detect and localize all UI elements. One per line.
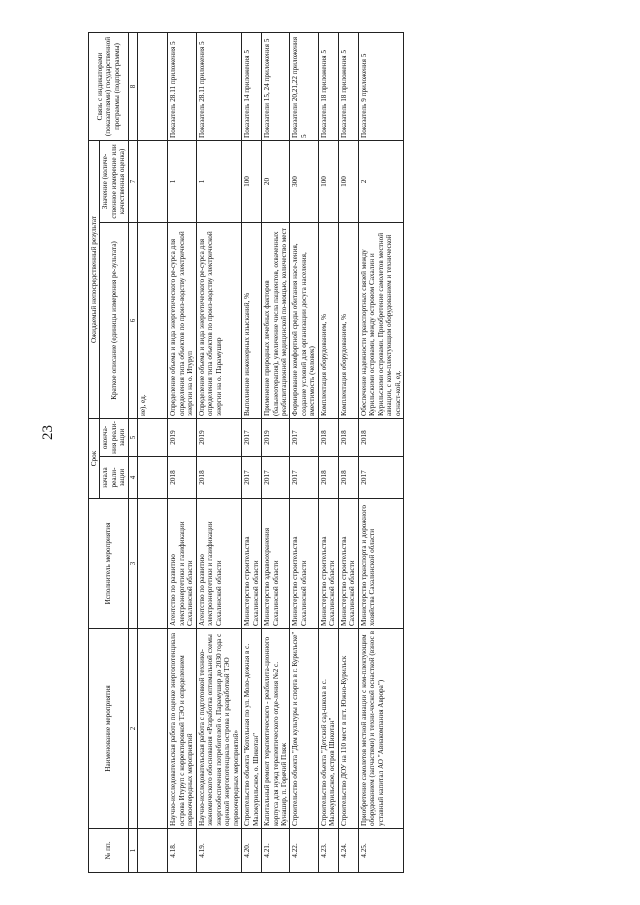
page-number: 23 xyxy=(40,425,56,440)
header-name: Наименование мероприятия xyxy=(89,629,129,829)
result-value: 100 xyxy=(242,140,262,222)
index-cell: 8 xyxy=(128,32,137,140)
index-cell: 3 xyxy=(128,499,137,629)
table-row xyxy=(318,32,338,872)
executor: Министерство здравоохранения Сахалинской области xyxy=(262,499,290,629)
activity-name: Строительство объекта "Детский сад-школа в с. Малокурильское, остров Шикотан" xyxy=(318,629,338,829)
result-description: Обеспечение надежности транспортных связей между Курильскими островами, между островом Сахалин и Курильскими островами. Приобретение самолетов местной авиации, с ком-плектующим оборудованием и технической оснаст-кой, ед. xyxy=(358,222,403,418)
result-description: Определение объема и вида энергетического ре-сурса для определения типа объектов по произ-водству электрической энергии на о. Парамушир xyxy=(196,222,241,418)
activity-name: Приобретение самолетов местной авиации с ком-плектующим оборудованием (запчастями) и техни-ческой оснасткой (взнос в уставный капитал АО "Авиакомпания Аврора") xyxy=(358,629,403,829)
header-value: Значение (количе-ственное измерение или качественная оценка) xyxy=(100,140,128,222)
activity-name: Строительство объекта "Дом культуры и спорта в г. Курильске" xyxy=(290,629,318,829)
executor: Министерство строительства Сахалинской области xyxy=(338,499,358,629)
header-start: начала реали-зации xyxy=(100,457,128,499)
activity-name: Капитальный ремонт терапевтического - реабилита-ционного корпуса для нужд терапевтического отде-ления №2 с. Кунашир, п. Горячий Пляж xyxy=(262,629,290,829)
start-year: 2017 xyxy=(262,457,290,499)
index-cell: 2 xyxy=(128,629,137,829)
end-year: 2018 xyxy=(338,418,358,456)
continuation-row xyxy=(138,32,168,872)
table-row xyxy=(168,32,196,872)
continuation-text: ие), ед. xyxy=(138,222,168,418)
start-year: 2018 xyxy=(196,457,241,499)
executor: Министерство транспорта и дорожного хозяйства Сахалинской области xyxy=(358,499,403,629)
executor: Агентство по развитию электроэнергетики и газификации Сахалинской области xyxy=(196,499,241,629)
row-number: 4.22. xyxy=(290,829,318,873)
header-link: Связь с индикаторами (показателями) государственной программы (подпрограммы) xyxy=(89,32,129,140)
table-row xyxy=(262,32,290,872)
executor: Министерство строительства Сахалинской области xyxy=(242,499,262,629)
result-value: 100 xyxy=(338,140,358,222)
result-value: 1 xyxy=(196,140,241,222)
indicator-link: Показатели 15, 24 приложения 5 xyxy=(262,32,290,140)
end-year: 2018 xyxy=(318,418,338,456)
header-expected: Ожидаемый непосредственный результат xyxy=(89,140,100,418)
row-number: 4.18. xyxy=(168,829,196,873)
row-number: 4.25. xyxy=(358,829,403,873)
table-row xyxy=(338,32,358,872)
row-number: 4.20. xyxy=(242,829,262,873)
start-year: 2017 xyxy=(290,457,318,499)
result-value: 1 xyxy=(168,140,196,222)
indicator-link: Показатель 28.11 приложения 5 xyxy=(168,32,196,140)
indicator-link: Показатель 14 приложения 5 xyxy=(242,32,262,140)
header-no: № пп. xyxy=(89,829,129,873)
activity-name: Научно-исследовательская работа по оценке энергопотенциала острова Итуруп с корректировкой ТЭО и определением первоочередных мероприятий xyxy=(168,629,196,829)
indicator-link: Показатель 9 приложения 5 xyxy=(358,32,403,140)
activities-table xyxy=(88,32,404,873)
end-year: 2019 xyxy=(262,418,290,456)
index-cell: 7 xyxy=(128,140,137,222)
result-description: Комплектация оборудованием, % xyxy=(338,222,358,418)
activity-name: Научно-исследовательская работа с подготовкой технико-экономического обоснования «Разработка оптимальной схемы энергообеспечения потребителей о. Парамушир до 2030 года с оценкой энергопотенциала острова и разработкой ТЭО первоочередных мероприятий» xyxy=(196,629,241,829)
activity-name: Строительство ДОУ на 110 мест в пгт. Южно-Курильск xyxy=(338,629,358,829)
index-cell: 1 xyxy=(128,829,137,873)
row-number: 4.19. xyxy=(196,829,241,873)
end-year: 2019 xyxy=(168,418,196,456)
end-year: 2018 xyxy=(358,418,403,456)
executor: Министерство строительства Сахалинской области xyxy=(318,499,338,629)
indicator-link: Показатель 28.11 приложения 5 xyxy=(196,32,241,140)
executor: Агентство по развитию электроэнергетики и газификации Сахалинской области xyxy=(168,499,196,629)
start-year: 2018 xyxy=(318,457,338,499)
start-year: 2018 xyxy=(338,457,358,499)
end-year: 2017 xyxy=(242,418,262,456)
indicator-link: Показатель 18 приложения 5 xyxy=(338,32,358,140)
result-description: Формирование комфортной среды обитания насе-ления, создание условий для организации досуга населения, вместимость (человек) xyxy=(290,222,318,418)
start-year: 2017 xyxy=(242,457,262,499)
result-description: Определение объема и вида энергетического ре-сурса для определения типа объектов по произ-водству электрической энергии на о. Итуруп xyxy=(168,222,196,418)
header-term: Срок xyxy=(89,418,100,498)
header-brief: Краткое описание (единицы измерения ре-зультата) xyxy=(100,222,128,418)
header-executor: Исполнитель мероприятия xyxy=(89,499,129,629)
row-number: 4.24. xyxy=(338,829,358,873)
start-year: 2017 xyxy=(358,457,403,499)
result-value: 20 xyxy=(262,140,290,222)
start-year: 2018 xyxy=(168,457,196,499)
activity-name: Строительство объекта "Котельная по ул. Моло-дежная в с. Малокурильское, о. Шикотан" xyxy=(242,629,262,829)
table-row xyxy=(242,32,262,872)
index-cell: 4 xyxy=(128,457,137,499)
result-value: 2 xyxy=(358,140,403,222)
rotated-table-wrapper xyxy=(88,33,404,873)
result-description: Комплектация оборудованием, % xyxy=(318,222,338,418)
result-description: Применение природных лечебных факторов (бальнеотерапия), увеличение числа пациентов, охваченных реабилитационной медицинской по-мощью, количество мест xyxy=(262,222,290,418)
index-cell: 5 xyxy=(128,418,137,456)
column-index-row xyxy=(128,32,137,872)
result-description: Выполнение инженерных изысканий, % xyxy=(242,222,262,418)
end-year: 2019 xyxy=(196,418,241,456)
executor: Министерство строительства Сахалинской области xyxy=(290,499,318,629)
table-row xyxy=(196,32,241,872)
indicator-link: Показатели 20,21,22 приложения 5 xyxy=(290,32,318,140)
indicator-link: Показатель 18 приложения 5 xyxy=(318,32,338,140)
table-row xyxy=(290,32,318,872)
result-value: 300 xyxy=(290,140,318,222)
row-number: 4.21. xyxy=(262,829,290,873)
header-end: оконча-ния реали-зации xyxy=(100,418,128,456)
result-value: 100 xyxy=(318,140,338,222)
end-year: 2017 xyxy=(290,418,318,456)
row-number: 4.23. xyxy=(318,829,338,873)
index-cell: 6 xyxy=(128,222,137,418)
table-row xyxy=(358,32,403,872)
